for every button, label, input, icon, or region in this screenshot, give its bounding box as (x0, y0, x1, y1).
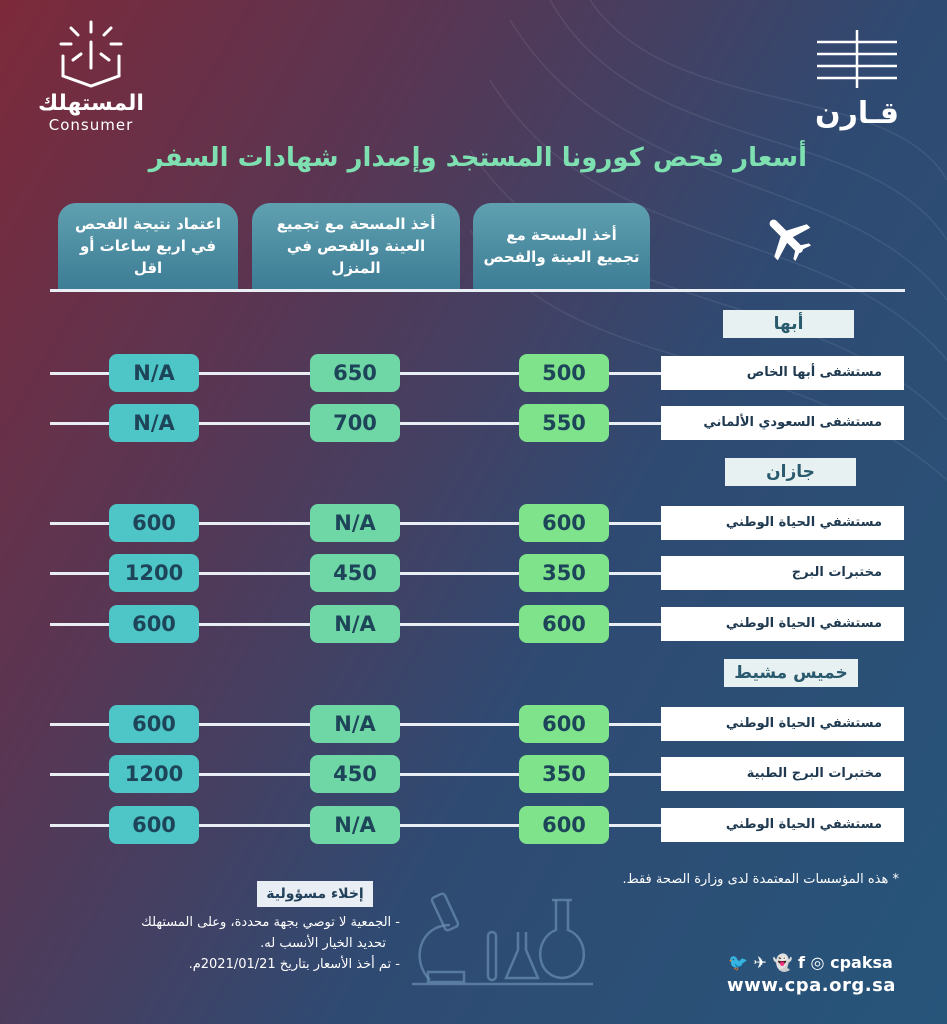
website-link[interactable]: www.cpa.org.sa (727, 975, 896, 996)
hospital-name: مستشفي الحياة الوطني (661, 607, 904, 641)
twitter-icon[interactable]: 🐦 (728, 953, 748, 972)
price-col1: 600 (519, 806, 609, 844)
price-col1: 350 (519, 755, 609, 793)
qaren-logo-icon (815, 28, 899, 90)
header-divider (50, 289, 905, 292)
header-col1 (473, 203, 650, 289)
facebook-icon[interactable]: f (797, 953, 805, 972)
consumer-logo-icon (51, 18, 131, 88)
header-col2 (252, 203, 460, 289)
region-label-khamis-mushait: خميس مشيط (724, 659, 858, 687)
hospital-name: مختبرات البرج (661, 556, 904, 590)
hospital-name: مستشفى السعودي الألماني (661, 406, 904, 440)
header-col3-label: اعتماد نتيجة الفحص في اربع ساعات أو اقل (75, 215, 221, 277)
price-col1: 350 (519, 554, 609, 592)
page-title: أسعار فحص كورونا المستجد وإصدار شهادات السفر (148, 143, 807, 173)
footnote: * هذه المؤسسات المعتمدة لدى وزارة الصحة فقط. (622, 872, 899, 887)
snapchat-icon[interactable]: 👻 (772, 953, 793, 972)
header-col3 (58, 203, 238, 289)
price-col3: 1200 (109, 554, 199, 592)
hospital-name: مستشفي الحياة الوطني (661, 808, 904, 842)
hospital-name: مستشفى أبها الخاص (661, 356, 904, 390)
lab-equipment-icon (410, 880, 595, 990)
price-col2: N/A (310, 806, 400, 844)
airplane-icon (762, 212, 812, 262)
header-col2-label: أخذ المسحة مع تجميع العينة والفحص في المنزل (276, 215, 436, 277)
hospital-name: مستشفي الحياة الوطني (661, 707, 904, 741)
telegram-icon[interactable]: ✈ (753, 953, 767, 972)
price-col2: 700 (310, 404, 400, 442)
price-col3: 600 (109, 504, 199, 542)
price-col3: 600 (109, 705, 199, 743)
price-col2: 450 (310, 554, 400, 592)
price-col3: 1200 (109, 755, 199, 793)
price-col2: N/A (310, 504, 400, 542)
price-col1: 600 (519, 705, 609, 743)
price-col1: 600 (519, 605, 609, 643)
price-col1: 550 (519, 404, 609, 442)
header-col1-label: أخذ المسحة مع تجميع العينة والفحص (483, 226, 640, 266)
disclaimer-text (20, 912, 400, 975)
consumer-logo-en: Consumer (48, 116, 134, 134)
hospital-name: مختبرات البرج الطبية (661, 757, 904, 791)
price-col3: N/A (109, 404, 199, 442)
disclaimer-title: إخلاء مسؤولية (257, 881, 373, 907)
social-links[interactable] (728, 953, 893, 972)
price-col3: N/A (109, 354, 199, 392)
consumer-logo (36, 18, 146, 148)
disclaimer-line-2: تحديد الخيار الأنسب له. (260, 936, 386, 951)
region-label-abha: أبها (723, 310, 854, 338)
region-label-jazan: جازان (725, 458, 856, 486)
qaren-logo (807, 28, 907, 138)
disclaimer-line-1: - الجمعية لا توصي بجهة محددة، وعلى المستهلك (141, 915, 400, 930)
price-col3: 600 (109, 806, 199, 844)
price-col2: 650 (310, 354, 400, 392)
hospital-name: مستشفي الحياة الوطني (661, 506, 904, 540)
consumer-logo-ar: المستهلك (38, 91, 144, 116)
qaren-logo-text: قـارن (814, 96, 900, 131)
price-col2: N/A (310, 705, 400, 743)
price-col1: 600 (519, 504, 609, 542)
price-col3: 600 (109, 605, 199, 643)
disclaimer-line-3: - تم أخذ الأسعار بتاريخ 2021/01/21م. (188, 957, 400, 972)
price-col2: 450 (310, 755, 400, 793)
price-col2: N/A (310, 605, 400, 643)
price-col1: 500 (519, 354, 609, 392)
social-handle[interactable]: cpaksa (830, 953, 893, 972)
instagram-icon[interactable]: ◎ (810, 953, 825, 972)
